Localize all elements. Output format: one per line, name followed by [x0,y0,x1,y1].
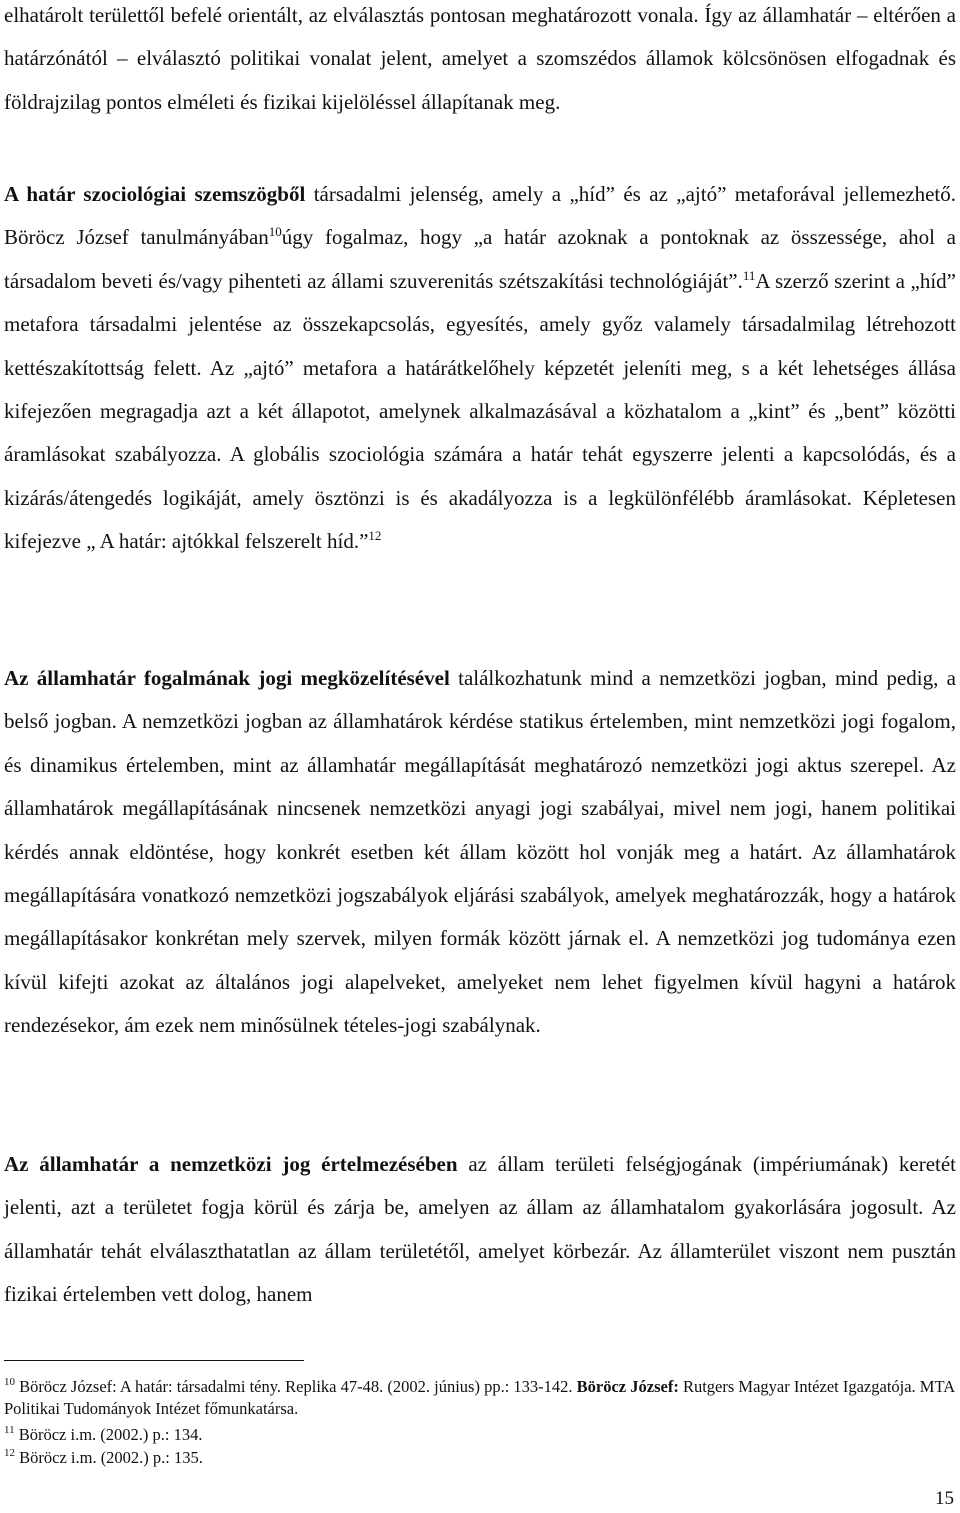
footnote-text: Rutgers Magyar Intézet Igazgatója. MTA Politikai Tudományok Intézet főmunkatársa. [4,1377,955,1418]
paragraph-text: találkozhatunk mind a nemzetközi jogban, mind pedig, a belső jogban. A nemzetközi jogban az államhatárok kérdése statikus értelemben, mint nemzetközi jogi fogalom, és dinamikus értelemben, mint az államhatár megállapítását meghatározó nemzetközi jogi aktus szerepel. Az államhatárok megállapításának nincsenek nemzetközi anyagi jogi szabályai, mivel nem jogi, hanem politikai kérdés annak eldöntése, hogy konkrét esetben két állam között hol vonják meg a határt. Az államhatárok megállapítására vonatkozó nemzetközi jogszabályok eljárási szabályok, amelyek meghatározzák, hogy a határok megállapításakor konkrétan mely szervek, milyen formák között járnak el. A nemzetközi jog tudománya ezen kívül kifejti azokat az általános jogi alapelveket, amelyeket nem lehet figyelmen kívül hagyni a határok rendezésekor, ám ezek nem minősülnek tételes-jogi szabálynak. [4,666,956,1038]
paragraph-international-law [4,1143,956,1317]
paragraph-text: az állam területi felségjogának (impériumának) keretét jelenti, azt a területet fogja körül és zárja be, amelyen az állam az államhatalom gyakorlására jogosult. Az államhatár tehát elválaszthatatlan az állam területétől, amelyet körbezár. Az államterület viszont nem pusztán fizikai értelemben vett dolog, hanem [4,1152,957,1307]
footnote-bold: Böröcz József: [576,1377,679,1396]
paragraph-lead-bold: A határ szociológiai szemszögből [4,182,306,206]
footnote-text: Böröcz i.m. (2002.) p.: 135. [15,1448,203,1467]
paragraph-sociological-border [4,173,956,564]
paragraph-text: társadalmi jelenség, amely a „híd” és az „ajtó” metaforával jellemezhető. Böröcz József tanulmányában [4,182,956,250]
paragraph-text: A szerző szerint a „híd” metafora társadalmi jelentése az összekapcsolás, egyesítés, amely győz valamely társadalmilag létrehozott kettészakítottság felett. Az „ajtó” metafora a határátkelőhely képzetét jeleníti meg, s a két lehetséges állása kifejezően megragadja azt a két állapotot, amelynek alkalmazásával a közhatalom a „kint” és „bent” közötti áramlásokat szabályozza. A globális szociológia számára a határ tehát egyszerre jelenti a kapcsolódás, és a kizárás/átengedés logikáját, amely ösztönzi is és akadályozza is a legkülönfélébb áramlásokat. Képletesen kifejezve „ A határ: ajtókkal felszerelt híd.” [4,268,956,554]
paragraph-text: elhatárolt területtől befelé orientált, az elválasztás pontosan meghatározott vonala. Így az államhatár – eltérően a határzónától – elválasztó politikai vonalat jelent, amelyet a szomszédos államok kölcsönösen elfogadnak és földrajzilag pontos elméleti és fizikai kijelöléssel állapítanak meg. [4,3,956,114]
paragraph-state-border [4,0,956,124]
footnote-ref-10[interactable]: 10 [268,224,282,240]
footnote-separator [4,1360,304,1361]
paragraph-legal-approach [4,657,956,1048]
paragraph-text: úgy fogalmaz, hogy „a határ azoknak a pontoknak az összessége, ahol a társadalom beveti és/vagy pihenteti az állami szuverenitás szétszakítási technológiáját”. [4,225,956,293]
footnote-11 [4,1424,956,1446]
footnote-text: Böröcz i.m. (2002.) p.: 134. [14,1425,203,1444]
footnote-12 [4,1447,956,1469]
footnote-10 [4,1376,956,1420]
footnote-number: 10 [4,1376,15,1388]
footnote-ref-11[interactable]: 11 [742,267,756,283]
paragraph-lead-bold: Az államhatár a nemzetközi jog értelmezésében [4,1152,458,1176]
footnote-ref-12[interactable]: 12 [368,528,382,544]
footnote-number: 11 [4,1424,15,1436]
footnote-number: 12 [4,1447,15,1459]
paragraph-lead-bold: Az államhatár fogalmának jogi megközelítésével [4,666,450,690]
page-number: 15 [935,1488,954,1509]
footnote-text: Böröcz József: A határ: társadalmi tény. Replika 47-48. (2002. június) pp.: 133-142. [15,1377,577,1396]
